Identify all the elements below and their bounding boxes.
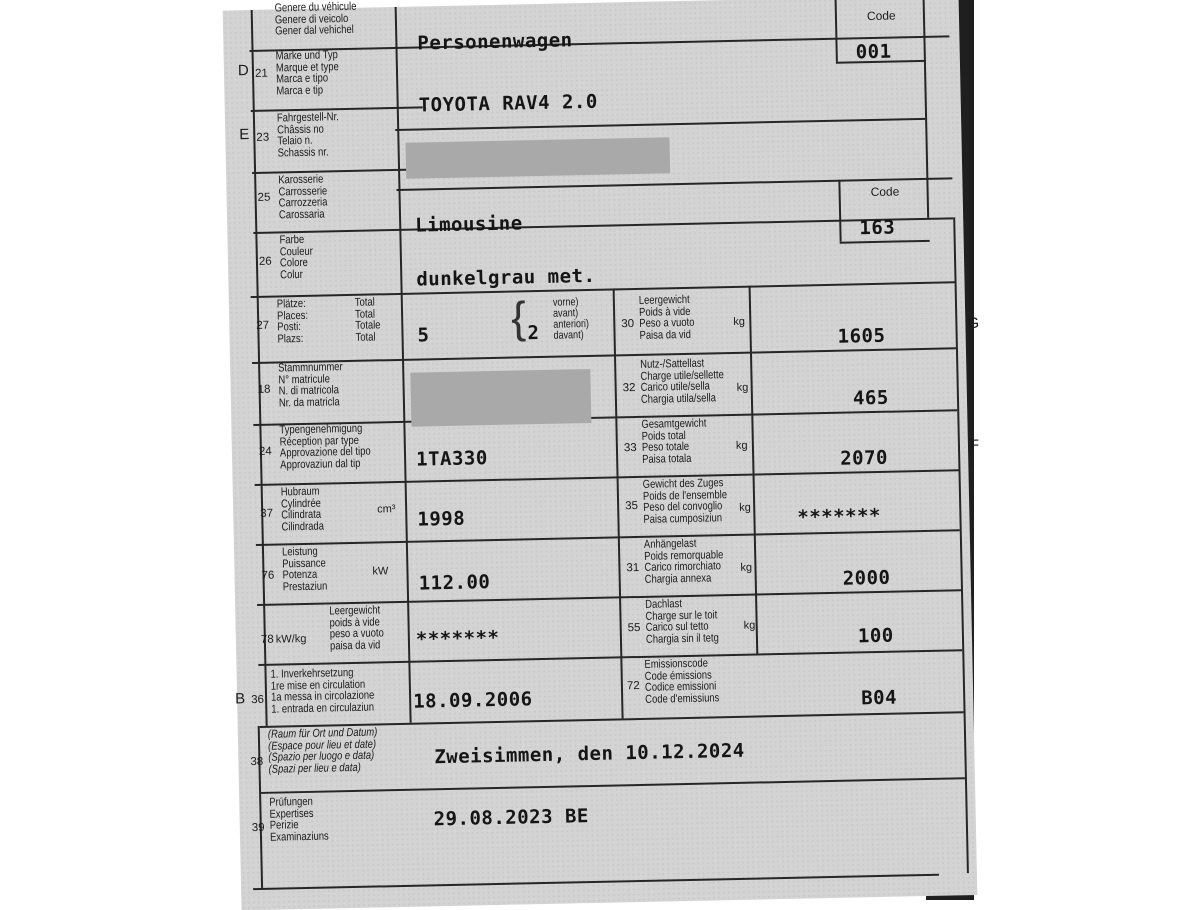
field-number: 18 [257, 383, 271, 396]
field-number: 55 [627, 621, 641, 635]
label-nutzlast: Nutz-/Sattellast Charge utile/sellette Carico utile/sella Chargia utila/sella [640, 357, 724, 406]
value-marke: TOYOTA RAV4 2.0 [418, 90, 599, 117]
field-number: 38 [250, 755, 264, 769]
value-raum: Zweisimmen, den 10.12.2024 [434, 739, 745, 769]
row-line [252, 347, 956, 363]
label-genre: Genere du véhicule Genere di veicolo Gener dal vehichel [274, 0, 357, 38]
row-line [396, 177, 952, 190]
label-leistung: Leistung Puissance Potenza Prestaziun [281, 545, 328, 594]
value-nutzlast: 465 [852, 386, 889, 410]
label-fahrgestell: Fahrgestell-Nr. Châssis no Telaio n. Schassis nr. [276, 111, 339, 160]
row-line [253, 217, 953, 233]
label-typengenehmigung: Typengenehmigung Réception par type Approvazione del tipo Approvaziun dal tip [279, 422, 371, 472]
value-karosserie: Limousine [415, 212, 523, 237]
label-leergewicht: Leergewicht Poids à vide Peso a vuoto Paisa da vid [638, 293, 695, 342]
field-number: 37 [260, 507, 274, 520]
column-line [613, 288, 624, 718]
label-kwkg: kW/kg [275, 632, 307, 646]
row-line [257, 589, 961, 605]
column-line [835, 0, 838, 62]
column-line [251, 10, 271, 726]
value-zug: ******* [797, 504, 882, 529]
margin-letter-b: B [234, 690, 246, 708]
value-genre: Personenwagen [417, 29, 573, 55]
frame-bottom-line [253, 874, 939, 890]
label-plaetze-total: Total Total Totale Total [354, 296, 381, 344]
code-label-karosserie: Code [870, 184, 900, 200]
label-inverkehrsetzung: 1. Inverkehrsetzung 1re mise en circulation 1a messa in circolazione 1. entrada en circulaziun [270, 666, 375, 716]
field-number: 21 [254, 67, 268, 80]
label-raum: (Raum für Ort und Datum) (Espace pour lieu et date) (Spazio per luogo e data) (Spazi per lieu e data) [267, 726, 378, 776]
field-number: 76 [261, 569, 275, 582]
value-typengenehmigung: 1TA330 [415, 447, 488, 471]
column-line [258, 726, 263, 888]
field-number: 24 [258, 445, 272, 458]
label-marke: Marke und Typ Marque et type Marca e tipo Marca e tip [275, 49, 339, 98]
label-dachlast: Dachlast Charge sur le toit Carico sul tetto Chargia sin il tetg [645, 598, 719, 646]
code-genre: 001 [855, 40, 892, 64]
value-kwkg: ******* [415, 626, 500, 651]
code-label-genre: Code [866, 8, 896, 24]
label-karosserie: Karosserie Carrosserie Carrozzeria Carossaria [278, 173, 328, 222]
field-number: 33 [623, 441, 637, 455]
field-number: 39 [251, 821, 265, 835]
field-number: 35 [625, 499, 639, 513]
row-line [250, 35, 950, 51]
field-number: 23 [256, 131, 270, 144]
vehicle-registration-document [223, 0, 978, 910]
code-karosserie: 163 [859, 216, 896, 240]
value-farbe: dunkelgrau met. [416, 264, 596, 291]
margin-letter-f: F [969, 436, 980, 455]
unit-kg: kg [735, 439, 748, 452]
field-number: 78 [260, 633, 274, 646]
label-kwkg-leergewicht: Leergewicht poids à vide peso a vuoto paisa da vid [329, 604, 384, 653]
value-anhaengelast: 2000 [842, 566, 891, 590]
field-number: 32 [622, 382, 636, 395]
field-number: 27 [256, 319, 270, 332]
unit-kg: kg [739, 501, 751, 514]
code-box-line [840, 240, 930, 243]
row-line [255, 469, 959, 485]
margin-letter-e: E [239, 126, 250, 144]
row-line [256, 529, 960, 545]
label-hubraum: Hubraum Cylindrée Cilindrata Cilindrada [280, 485, 325, 534]
column-line [749, 286, 758, 654]
column-line [395, 7, 412, 723]
column-line [838, 180, 841, 242]
label-emissionscode: Emissionscode Code émissions Codice emissioni Code d'emissiuns [644, 657, 720, 706]
value-gesamtgewicht: 2070 [839, 446, 889, 470]
field-number: 26 [258, 255, 272, 268]
value-inverkehrsetzung: 18.09.2006 [412, 688, 533, 713]
value-seats-total: 5 [417, 324, 430, 347]
field-number: 25 [257, 191, 271, 204]
label-gesamtgewicht: Gesamtgewicht Poids total Peso totale Paisa totala [641, 417, 707, 466]
redacted-matricule-number [410, 369, 591, 427]
value-seats-front: 2 [527, 322, 540, 345]
unit-kw: kW [372, 565, 389, 578]
redacted-chassis-number [405, 137, 670, 179]
field-number: 30 [621, 318, 635, 331]
label-plaetze: Plätze: Places: Posti: Plazs: [276, 297, 309, 346]
row-line [395, 118, 925, 131]
value-hubraum: 1998 [417, 507, 466, 531]
label-pruefungen: Prüfungen Expertises Perizie Examinaziuns [269, 795, 329, 844]
value-leergewicht: 1605 [837, 324, 886, 348]
label-anhaengelast: Anhängelast Poids remorquable Carico rimorchiato Chargia annexa [643, 537, 724, 586]
value-pruefungen: 29.08.2023 BE [433, 805, 590, 831]
value-dachlast: 100 [857, 624, 894, 648]
unit-cm3: cm³ [377, 503, 396, 516]
brace-left: { [510, 293, 527, 343]
label-zug: Gewicht des Zuges Poids de l'ensemble Peso del convoglio Paisa cumposiziun [642, 477, 728, 526]
margin-letter-g: G [967, 314, 980, 333]
field-number: 36 [251, 693, 265, 707]
field-number: 72 [626, 679, 640, 693]
field-number: 31 [626, 561, 640, 575]
label-stammnummer: Stammnummer N° matricule N. di matricola Nr. da matricla [278, 361, 343, 410]
column-line [923, 0, 929, 218]
margin-letter-d: D [237, 62, 249, 80]
label-seats-front: vorne) avant) anteriori) davant) [552, 296, 590, 342]
unit-kg: kg [743, 619, 756, 632]
row-line [251, 281, 955, 297]
label-farbe: Farbe Couleur Colore Colur [279, 233, 313, 282]
unit-kg: kg [740, 561, 753, 574]
row-line [261, 777, 965, 793]
value-leistung: 112.00 [418, 571, 491, 595]
unit-kg: kg [733, 315, 746, 328]
value-emissionscode: B04 [860, 686, 898, 710]
unit-kg: kg [736, 381, 749, 394]
